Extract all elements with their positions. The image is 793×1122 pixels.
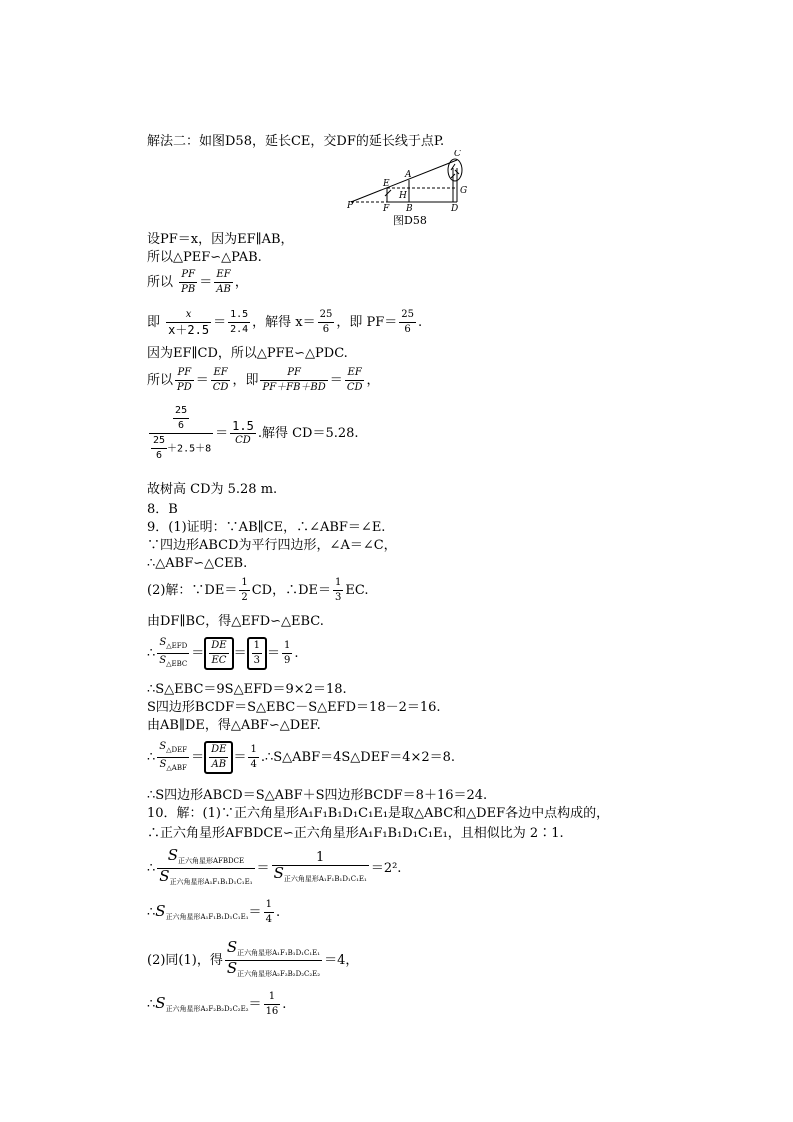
q10-l3-end: ＝2². <box>370 861 402 876</box>
similar1: 所以△PEF∽△PAB. <box>147 250 262 265</box>
label-h: H <box>399 191 407 201</box>
q9-l6-bd: EC <box>211 655 227 666</box>
q10-l5-dsub: 正六角星形A₂F₂B₂D₂C₂E₂ <box>237 970 321 978</box>
label-c: C <box>454 150 461 159</box>
solve-num1: x <box>166 308 211 323</box>
q10-l6-pre: ∴ <box>147 997 156 1012</box>
q9-l6-sdsub: △EBC <box>166 660 188 668</box>
solve-num2: 1.5 <box>228 308 250 323</box>
q9-l10-sdsub: △ABF <box>166 764 187 772</box>
q9-l10-rd: 4 <box>250 759 257 770</box>
ratio1-den1: PB <box>181 284 196 295</box>
q10-l5-pre: (2)同(1)，得 <box>147 953 223 968</box>
q10-l3-nsub: 正六角星形AFBDCE <box>177 857 245 865</box>
solve-line: 即 $\frac{x}{x+2.5}$ ＝ $\frac{1.5}{2.4}$ ，解得 x＝ $\frac{25}{6}$ ，即 PF＝ $\frac{25}{6}$ . <box>147 309 423 337</box>
solution-intro: 解法二：如图D58，延长CE，交DF的延长线于点P. <box>147 134 445 149</box>
q9-l6-pre: ∴ <box>147 646 156 661</box>
eq-bot-rest: ＋2.5＋8 <box>167 443 212 455</box>
q10-l4-rn: 1 <box>264 898 274 913</box>
solve-den2: 2.4 <box>230 324 249 335</box>
q9-line1: 9．(1)证明：∵AB∥CE，∴∠ABF＝∠E. <box>147 520 386 535</box>
q10-line3 <box>147 848 401 889</box>
ratio2: 所以 $\frac{PF}{PD}$ ＝ $\frac{EF}{CD}$ ，即 $\frac{PF}{PF+FB+BD}$ ＝ $\frac{EF}{CD}$ ， <box>147 367 380 393</box>
q9-l6-snsub: △EFD <box>166 642 188 650</box>
q10-l4-sub: 正六角星形A₁F₁B₁D₁C₁E₁ <box>165 913 249 921</box>
q9-l4-f1n: 1 <box>239 576 249 591</box>
label-b: B <box>406 204 413 214</box>
q9-line11: ∴S四边形ABCD＝S△ABF＋S四边形BCDF＝8＋16＝24. <box>147 788 488 803</box>
q10-line6 <box>147 990 286 1019</box>
label-p: P <box>347 201 354 211</box>
q9-line8: S四边形BCDF＝S△EBC－S△EFD＝18－2＝16. <box>147 700 441 715</box>
eq-bottom <box>149 434 213 463</box>
ratio2-den4: CD <box>346 382 363 393</box>
q9-l6-sn: S <box>159 637 167 648</box>
eq-rhs-den: CD <box>235 435 251 446</box>
solve-prefix: 即 <box>147 315 161 330</box>
q10-line2: ∴正六角星形AFBDCE∽正六角星形A₁F₁B₁D₁C₁E₁，且相似比为 2∶1. <box>147 826 564 841</box>
q10-l6-end: . <box>282 997 287 1012</box>
q9-l6-on: 1 <box>252 639 262 654</box>
q10-l3-md: S <box>273 864 284 882</box>
q10-line4 <box>147 898 280 927</box>
q10-l4-pre: ∴ <box>147 905 156 920</box>
q9-l10-end: .∴S△ABF＝4S△DEF＝4×2＝8. <box>260 750 456 765</box>
ratio2-den2: CD <box>212 382 229 393</box>
q10-line5 <box>147 940 358 981</box>
q10-l3-mdsub: 正六角星形A₁F₁B₁D₁C₁E₁ <box>283 875 367 883</box>
figure-d58 <box>347 150 477 230</box>
eq-rhs-num: 1.5 <box>232 419 254 433</box>
q9-l10-sd: S <box>159 759 167 770</box>
eq-top-num: 25 <box>173 404 189 419</box>
q9-l10-rn: 1 <box>248 743 258 758</box>
q9-l6-rd: 9 <box>284 655 291 666</box>
q9-l6-rn: 1 <box>282 639 292 654</box>
ratio1-num2: EF <box>214 268 233 283</box>
ratio1-suffix: ， <box>234 275 248 290</box>
label-a: A <box>405 170 412 180</box>
conclusion: 故树高 CD为 5.28 m. <box>147 482 278 497</box>
q9-l4-f2d: 3 <box>335 592 342 603</box>
eq-tail: .解得 CD＝5.28. <box>257 426 359 441</box>
solve-pnum: 25 <box>399 308 416 323</box>
solve-mid: ，解得 x＝ <box>252 315 316 330</box>
q10-l5-ds: S <box>226 959 238 977</box>
q9-l4-f1d: 2 <box>241 592 248 603</box>
q9-line6: ∴ $\frac{S_{\triangle EFD}}{S_{\triangle EBC}}$ ＝ $\frac{DE}{EC}$ ＝ $\frac{1}{3}$ ＝ $\frac{1}{9}$ . <box>147 637 299 668</box>
q10-l4-s: S <box>155 902 166 920</box>
q9-line5: 由DF∥BC，得△EFD∽△EBC. <box>147 614 324 629</box>
ratio1: 所以 $\frac{PF}{PB}$ ＝ $\frac{EF}{AB}$ ， <box>147 269 248 295</box>
cd-equation: $\frac{25}{6}$ $\frac{25}{6}$ ＋2.5＋8 ＝ $\frac{1.5}{CD}$ .解得 CD＝5.28. <box>147 404 359 463</box>
eq-bot-num: 25 <box>151 434 167 449</box>
q9-line9: 由AB∥DE，得△ABF∽△DEF. <box>147 718 321 733</box>
label-g: G <box>460 186 468 196</box>
q10-l3-pre: ∴ <box>147 861 156 876</box>
ratio2-num1: PF <box>175 366 194 381</box>
q10-l3-dsub: 正六角星形A₁F₁B₁D₁C₁E₁ <box>169 878 253 886</box>
solve-xden: 6 <box>322 324 330 335</box>
q10-l6-rd: 16 <box>265 1006 279 1017</box>
q10-l6-rn: 1 <box>264 990 281 1005</box>
q10-l3-eq: ＝ <box>256 861 270 876</box>
ratio1-num1: PF <box>179 268 197 283</box>
figure-caption: 图D58 <box>393 214 427 227</box>
parallel2: 因为EF∥CD，所以△PFE∽△PDC. <box>147 346 348 361</box>
ratio1-den2: AB <box>216 284 231 295</box>
q9-l10-bn: DE <box>209 743 228 758</box>
solve-pden: 6 <box>404 324 411 335</box>
solve-den1: x＋2.5 <box>168 323 210 337</box>
ratio2-prefix: 所以 <box>147 373 174 388</box>
q9-l6-bn: DE <box>209 639 228 654</box>
ratio1-prefix: 所以 <box>147 275 174 290</box>
q9-l4-end: EC. <box>345 583 369 598</box>
label-f: F <box>383 204 390 214</box>
q9-l6-sd: S <box>159 655 167 666</box>
ratio2-den1: PD <box>177 382 192 393</box>
ratio2-den3: PF＋FB＋BD <box>262 382 326 393</box>
ratio2-num4: EF <box>345 366 365 381</box>
solve-end: . <box>417 315 423 330</box>
q10-l5-ns: S <box>226 938 238 956</box>
q9-l4-mid: CD，∴DE＝ <box>251 583 331 598</box>
q9-l4-f2n: 1 <box>333 576 343 591</box>
eq-top-den: 6 <box>178 420 185 431</box>
q9-line10: ∴ $\frac{S_{\triangle DEF}}{S_{\triangle ABF}}$ ＝ $\frac{DE}{AB}$ ＝ $\frac{1}{4}$ .∴S△ABF＝4S△DEF＝4×2＝8. <box>147 741 456 772</box>
q9-line3: ∴△ABF∽△CEB. <box>147 556 248 571</box>
q10-l3-mn: 1 <box>272 851 369 866</box>
q10-l4-end: . <box>275 905 281 920</box>
eq-bot-den: 6 <box>156 450 163 461</box>
q10-l5-end: ＝4， <box>324 953 359 968</box>
q9-line2: ∵四边形ABCD为平行四边形，∠A＝∠C， <box>147 538 397 553</box>
solve-mid2: ，即 PF＝ <box>336 315 398 330</box>
ratio2-num2: EF <box>211 366 231 381</box>
q9-l4-prefix: (2)解：∵DE＝ <box>147 583 238 598</box>
solve-xnum: 25 <box>318 308 335 323</box>
set-line: 设PF＝x，因为EF∥AB， <box>147 232 294 247</box>
q10-l4-eq: ＝ <box>248 905 262 920</box>
q10-l6-eq: ＝ <box>248 997 262 1012</box>
q9-l6-od: 3 <box>253 655 260 666</box>
q9-l10-pre: ∴ <box>147 750 156 765</box>
label-e: E <box>383 179 390 189</box>
q9-l10-bd: AB <box>211 759 227 770</box>
q10-l6-sub: 正六角星形A₂F₂B₂D₂C₂E₂ <box>165 1005 249 1013</box>
q9-l10-snsub: △DEF <box>166 746 188 754</box>
ratio2-mid: ，即 <box>232 373 259 388</box>
q9-line7: ∴S△EBC＝9S△EFD＝9×2＝18. <box>147 682 347 697</box>
ratio2-suffix: ， <box>366 373 380 388</box>
label-d: D <box>451 204 459 214</box>
eq-top <box>149 404 213 434</box>
q10-l6-s: S <box>155 994 166 1012</box>
q8-answer: 8．B <box>147 502 178 517</box>
q10-l3-ds: S <box>159 867 170 885</box>
q10-line1: 10．解：(1)∵正六角星形A₁F₁B₁D₁C₁E₁是取△ABC和△DEF各边中点构成的， <box>147 806 610 821</box>
q9-l6-end: . <box>294 646 299 661</box>
ratio2-num3: PF <box>260 366 327 381</box>
q10-l4-rd: 4 <box>265 914 272 925</box>
q10-l3-ns: S <box>167 846 178 864</box>
q10-l5-nsub: 正六角星形A₁F₁B₁D₁C₁E₁ <box>237 949 321 957</box>
q9-line4 <box>147 576 368 605</box>
q9-l10-sn: S <box>159 741 167 752</box>
